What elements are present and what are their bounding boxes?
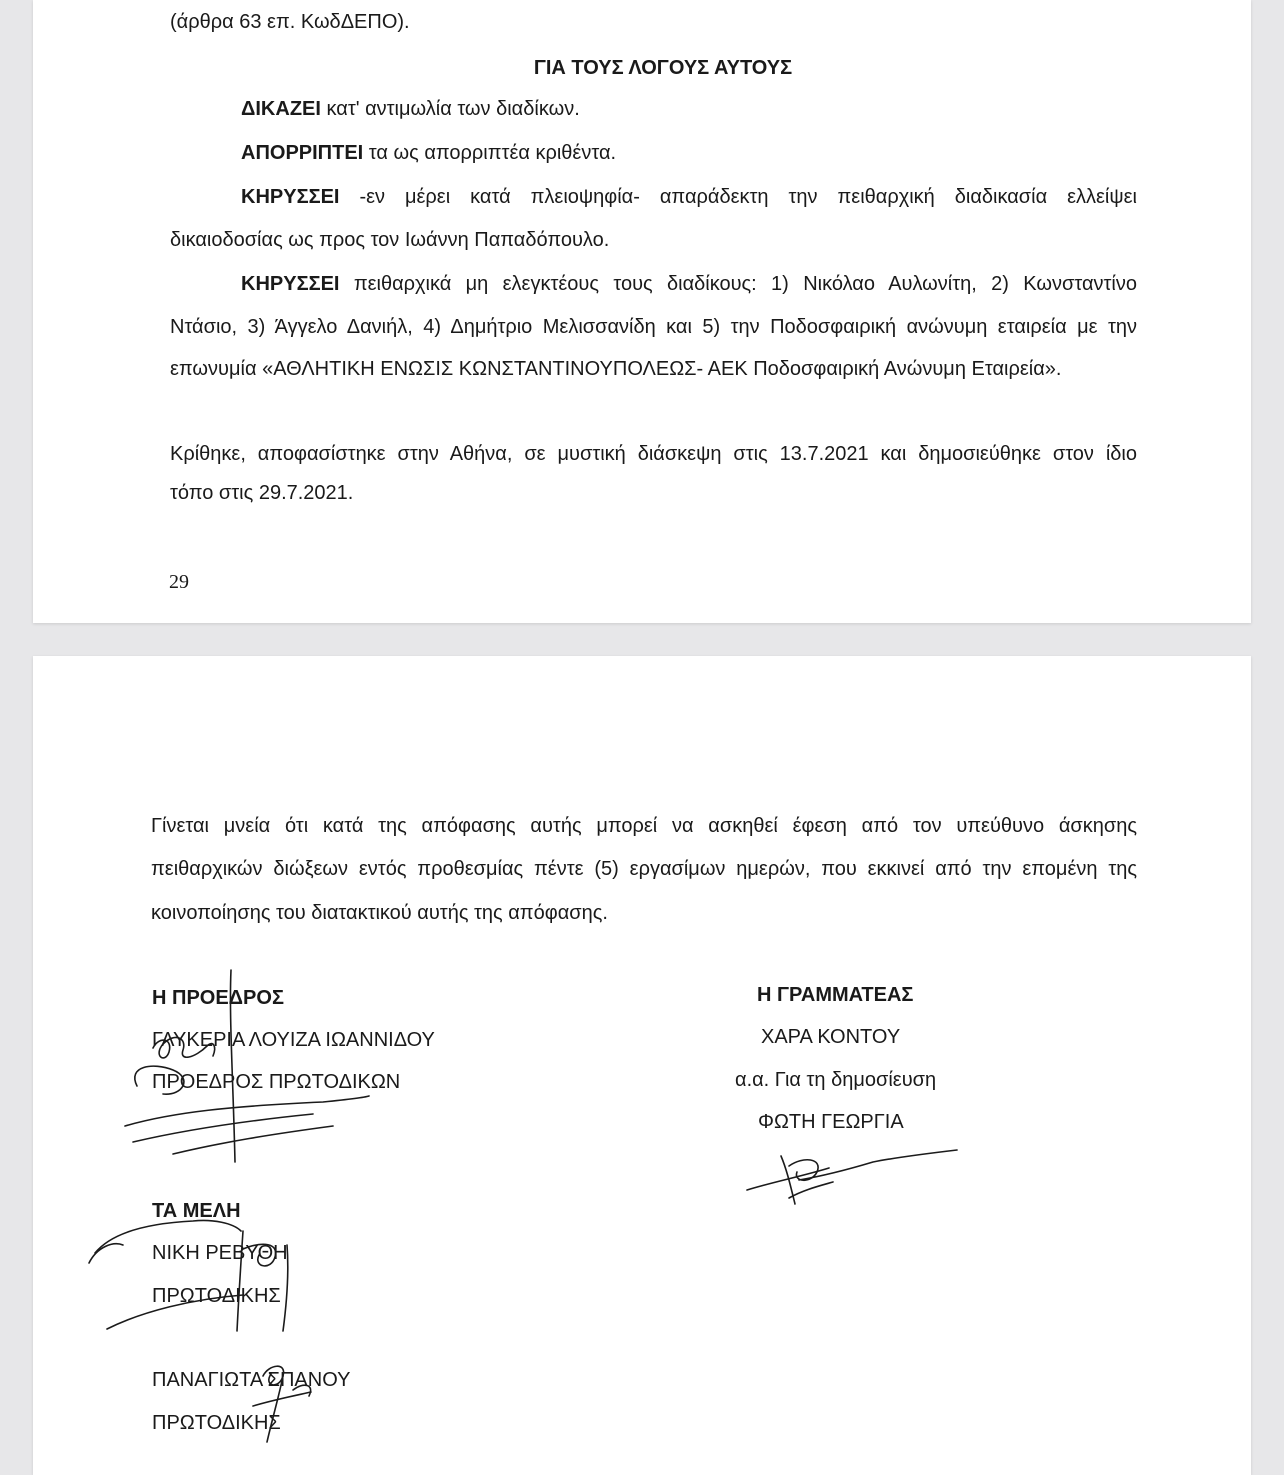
ruling-kiryssei-2-line2: Ντάσιο, 3) Άγγελο Δανιήλ, 4) Δημήτριο Μελισσανίδη και 5) την Ποδοσφαιρική ανώνυμη εταιρεία με την xyxy=(170,316,1137,338)
secretary-title: Η ΓΡΑΜΜΑΤΕΑΣ xyxy=(757,984,914,1006)
ruling-keyword: ΚΗΡΥΣΣΕΙ xyxy=(241,273,340,295)
ruling-keyword: ΚΗΡΥΣΣΕΙ xyxy=(241,186,340,208)
ruling-kiryssei-2-line3: επωνυμία «ΑΘΛΗΤΙΚΗ ΕΝΩΣΙΣ ΚΩΝΣΤΑΝΤΙΝΟΥΠΟΛΕΩΣ- ΑΕΚ Ποδοσφαιρική Ανώνυμη Εταιρεία». xyxy=(170,358,1062,380)
appeal-line-2: πειθαρχικών διώξεων εντός προθεσμίας πέντε (5) εργασίμων ημερών, που εκκινεί από την επομένη της xyxy=(151,858,1137,880)
ruling-kiryssei-1-line1 xyxy=(241,185,1137,209)
document-page-30 xyxy=(33,656,1251,1475)
appeal-line-3: κοινοποίησης του διατακτικού αυτής της απόφασης. xyxy=(151,902,608,924)
ruling-kiryssei-1-line2: δικαιοδοσίας ως προς τον Ιωάννη Παπαδόπουλο. xyxy=(170,229,610,251)
secretary-name-2: ΦΩΤΗ ΓΕΩΡΓΙΑ xyxy=(758,1111,904,1133)
appeal-line-1: Γίνεται μνεία ότι κατά της απόφασης αυτής μπορεί να ασκηθεί έφεση από τον υπεύθυνο άσκησης xyxy=(151,815,1137,837)
ruling-dikazei xyxy=(241,97,580,121)
ruling-aporriptei xyxy=(241,141,616,165)
ruling-text: κατ' αντιμωλία των διαδίκων. xyxy=(320,98,580,120)
ruling-text: τα ως απορριπτέα κριθέντα. xyxy=(363,142,617,164)
articles-reference: (άρθρα 63 επ. ΚωδΔΕΠΟ). xyxy=(170,11,410,33)
page-number: 29 xyxy=(169,571,189,593)
member-2-name: ΠΑΝΑΓΙΩΤΑ ΣΠΑΝΟΥ xyxy=(152,1369,351,1391)
member-1-role: ΠΡΩΤΟΔΙΚΗΣ xyxy=(152,1285,281,1307)
section-heading: ΓΙΑ ΤΟΥΣ ΛΟΓΟΥΣ ΑΥΤΟΥΣ xyxy=(533,57,793,79)
president-name: ΓΛΥΚΕΡΙΑ ΛΟΥΙΖΑ ΙΩΑΝΝΙΔΟΥ xyxy=(152,1029,435,1051)
secretary-note: α.α. Για τη δημοσίευση xyxy=(735,1069,937,1091)
ruling-keyword: ΑΠΟΡΡΙΠΤΕΙ xyxy=(241,142,364,164)
decision-line-1: Κρίθηκε, αποφασίστηκε στην Αθήνα, σε μυστική διάσκεψη στις 13.7.2021 και δημοσιεύθηκε στον ίδιο xyxy=(170,443,1137,465)
president-title: Η ΠΡΟΕΔΡΟΣ xyxy=(152,987,284,1009)
secretary-name: ΧΑΡΑ ΚΟΝΤΟΥ xyxy=(761,1026,901,1048)
members-title: ΤΑ ΜΕΛΗ xyxy=(152,1200,241,1222)
member-2-role: ΠΡΩΤΟΔΙΚΗΣ xyxy=(152,1412,281,1434)
secretary-signature-icon xyxy=(733,1146,1013,1226)
ruling-text: πειθαρχικά μη ελεγκτέους τους διαδίκους: 1) Νικόλαο Αυλωνίτη, 2) Κωνσταντίνο xyxy=(339,273,1137,295)
member-1-name: ΝΙΚΗ ΡΕΒΥΘΗ xyxy=(152,1242,288,1264)
ruling-keyword: ΔΙΚΑΖΕΙ xyxy=(241,98,321,120)
decision-line-2: τόπο στις 29.7.2021. xyxy=(170,482,354,504)
president-role: ΠΡΟΕΔΡΟΣ ΠΡΩΤΟΔΙΚΩΝ xyxy=(152,1071,401,1093)
ruling-text: -εν μέρει κατά πλειοψηφία- απαράδεκτη την πειθαρχική διαδικασία ελλείψει xyxy=(339,186,1137,208)
ruling-kiryssei-2-line1 xyxy=(241,272,1137,296)
document-page-29 xyxy=(33,0,1251,623)
